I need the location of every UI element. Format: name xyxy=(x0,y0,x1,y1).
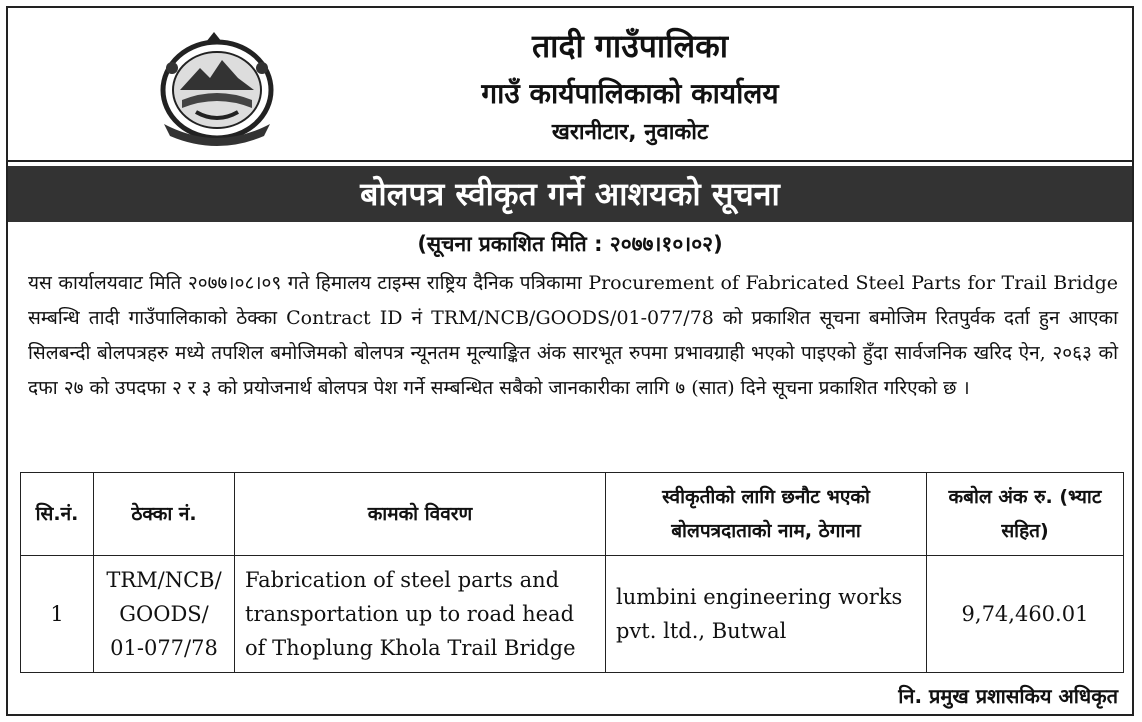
notice xyxy=(6,6,1134,716)
office-address: खरानीटार, नुवाकोट xyxy=(551,120,709,145)
table-row xyxy=(21,556,1124,673)
header-bidder: स्वीकृतीको लागि छनौट भएको बोलपत्रदाताको नाम, ठेगाना xyxy=(606,473,927,556)
cell-description: Fabrication of steel parts and transportation up to road head of Thoplung Khola Trail Bridge xyxy=(235,556,606,673)
header xyxy=(8,8,1132,162)
cell-amount: 9,74,460.01 xyxy=(927,556,1124,673)
signature: नि. प्रमुख प्रशासकिय अधिकृत xyxy=(898,684,1118,708)
table-header-row xyxy=(21,473,1124,556)
published-date: (सूचना प्रकाशित मिति : २०७७।१०।०२) xyxy=(417,232,723,256)
header-description: कामको विवरण xyxy=(235,473,606,556)
office-name: गाउँ कार्यपालिकाको कार्यालय xyxy=(481,77,779,110)
cell-sn: 1 xyxy=(21,556,94,673)
header-amount: कबोल अंक रु. (भ्याट सहित) xyxy=(927,473,1124,556)
notice-body: यस कार्यालयवाट मिति २०७७।०८।०९ गते हिमालय टाइम्स राष्ट्रिय दैनिक पत्रिकामा Procurement of Fabricated Steel Parts for Trail Bridge सम्बन्धि तादी गाउँपालिकाको ठेक्का Contract ID नं TRM/NCB/GOODS/01-077/78 को प्रकाशित सूचना बमोजिम रितपुर्वक दर्ता हुन आएका सिलबन्दी बोलपत्रहरु मध्ये तपशिल बमोजिमको बोलपत्र न्यूनतम मूल्याङ्कित अंक सारभूत रुपमा प्रभावग्राही भएको पाइएको हुँदा सार्वजनिक खरिद ऐन, २०६३ को दफा २७ को उपदफा २ र ३ को प्रयोजनार्थ बोलपत्र पेश गर्ने सम्बन्धित सबैको जानकारीका लागि ७ (सात) दिने सूचना प्रकाशित गरिएको छ । xyxy=(28,272,1118,399)
header-sn: सि.नं. xyxy=(21,473,94,556)
header-contract-no: ठेक्का नं. xyxy=(94,473,235,556)
cell-contract-no: TRM/NCB/ GOODS/ 01-077/78 xyxy=(94,556,235,673)
cell-bidder: lumbini engineering works pvt. ltd., Butwal xyxy=(606,556,927,673)
org-name: तादी गाउँपालिका xyxy=(531,27,729,65)
award-table xyxy=(20,472,1124,673)
notice-title: बोलपत्र स्वीकृत गर्ने आशयको सूचना xyxy=(8,166,1132,222)
